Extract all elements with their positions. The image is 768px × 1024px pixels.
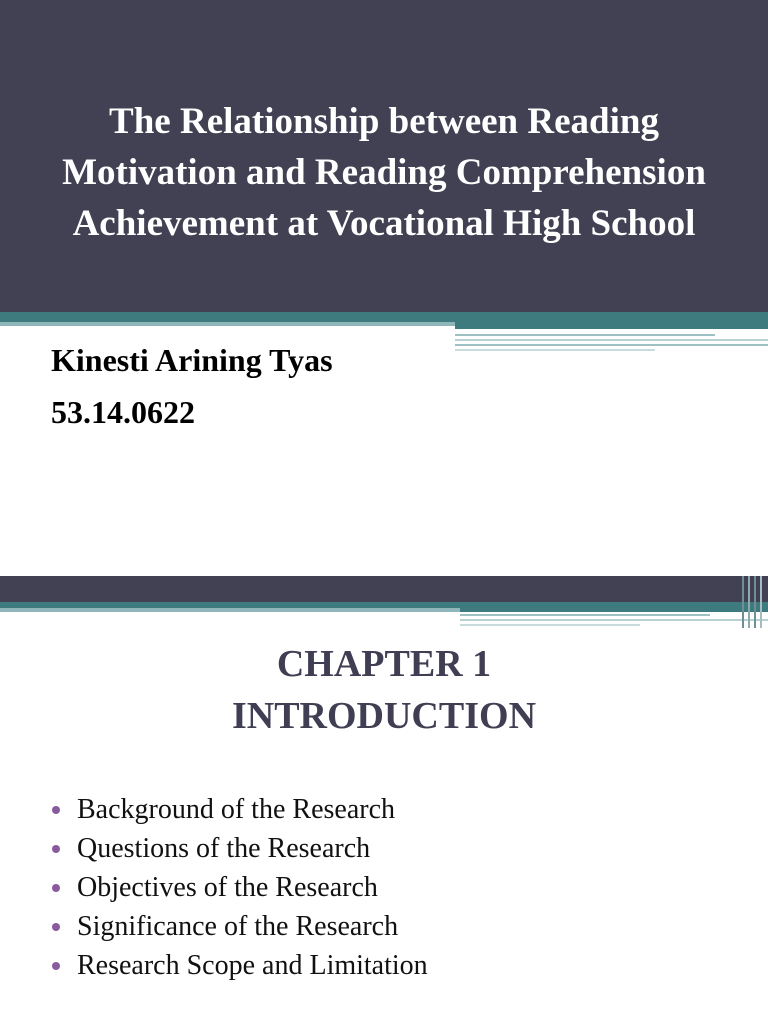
- chapter-title: INTRODUCTION: [231, 695, 537, 737]
- author-block: [51, 334, 333, 438]
- chapter-heading: [0, 638, 768, 742]
- bullet-list: [52, 790, 428, 985]
- list-item-text: Background of the Research: [77, 794, 395, 825]
- list-item-text: Research Scope and Limitation: [77, 950, 428, 981]
- list-item-text: Questions of the Research: [77, 833, 371, 864]
- list-item: [52, 790, 428, 829]
- list-item-text: Significance of the Research: [77, 911, 399, 942]
- bullet-icon: [52, 806, 60, 814]
- bullet-icon: [52, 845, 60, 853]
- slide-title: The Relationship between Reading Motivation and Reading Comprehension Achievement at Vocational High School: [62, 101, 706, 244]
- author-name: Kinesti Arining Tyas: [51, 342, 333, 378]
- student-id: 53.14.0622: [51, 394, 195, 430]
- list-item: [52, 829, 428, 868]
- chapter-label: CHAPTER 1: [276, 643, 492, 685]
- bullet-icon: [52, 923, 60, 931]
- list-item: [52, 946, 428, 985]
- list-item-text: Objectives of the Research: [77, 872, 378, 903]
- list-item: [52, 868, 428, 907]
- chapter-slide: [0, 576, 768, 1024]
- bullet-icon: [52, 884, 60, 892]
- header-band: [0, 576, 768, 602]
- bullet-icon: [52, 962, 60, 970]
- list-item: [52, 907, 428, 946]
